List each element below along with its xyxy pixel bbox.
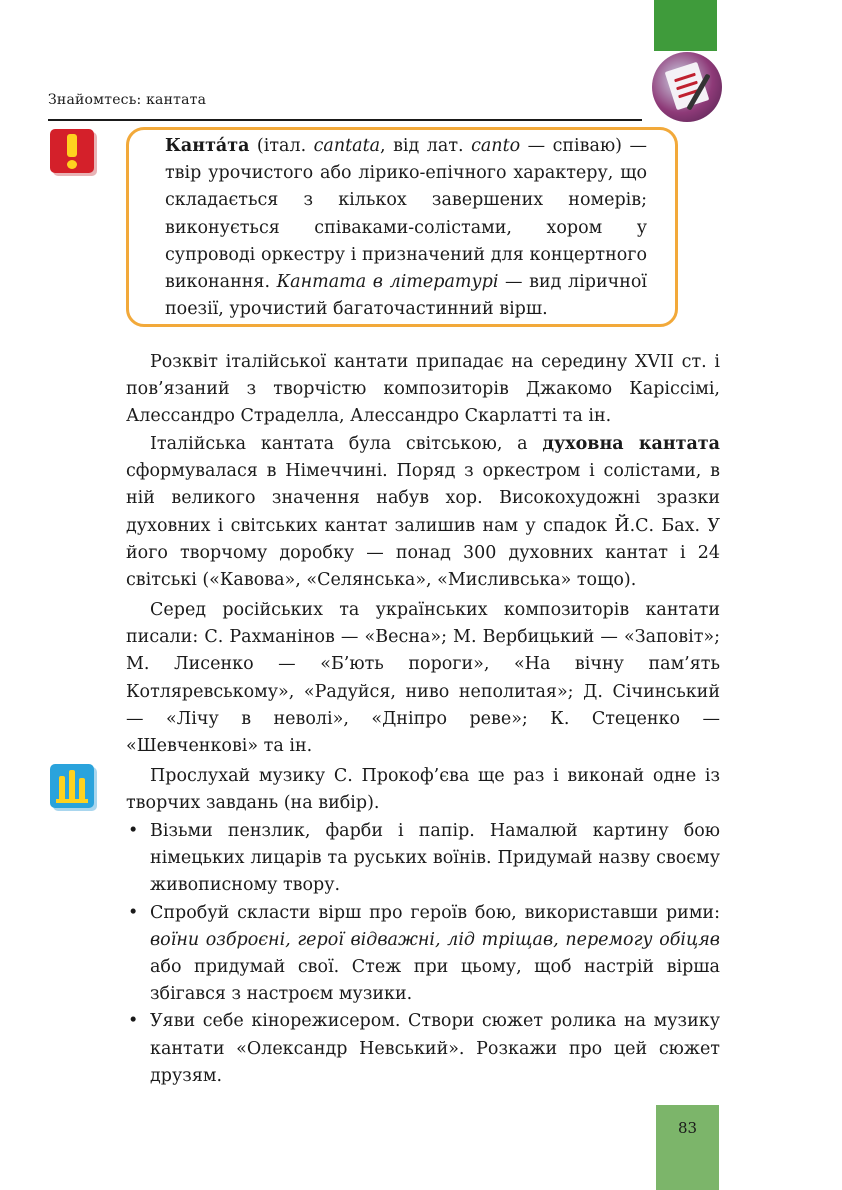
brush-base <box>56 799 88 803</box>
paragraph-italian-cantata: Розквіт італійської кантати припадає на середину XVII ст. і пов’язаний з творчістю композиторів Джакомо Каріссімі, Алессандро Страделла, Алессандро Скарлатті та ін. <box>126 352 720 427</box>
brush-shape <box>69 770 75 802</box>
task-rhymes: воїни озброєні, герої відважні, лід тріщав, перемогу обіцяв <box>150 929 720 950</box>
bullet-marker: • <box>128 821 139 841</box>
header-color-tab <box>654 0 717 51</box>
definition-italic: cantata <box>313 136 381 156</box>
list-item <box>126 818 720 900</box>
bullet-marker: • <box>128 902 139 923</box>
exclamation-icon <box>50 129 94 173</box>
paragraph-bold-term: духовна кантата <box>542 434 720 454</box>
definition-part: (італ. <box>249 136 314 156</box>
exclamation-bar <box>67 134 77 157</box>
task-text: Спробуй скласти вірш про героїв бою, використавши рими: <box>150 902 720 923</box>
definition-italic: canto <box>471 136 521 156</box>
paint-brushes-icon <box>50 764 94 808</box>
definition-italic: Кантата в літературі <box>276 272 499 293</box>
definition-text <box>165 133 647 323</box>
task-text: Уяви себе кінорежисером. Створи сюжет ролика на музику кантати «Олександр Невський». Розкажи про цей сюжет друзям. <box>150 1011 720 1086</box>
definition-part: — вид ліричної поезії, урочистий багаточастинний вірш. <box>165 272 647 320</box>
page-number-tab <box>656 1105 719 1190</box>
task-text: або придумай свої. Стеж при цьому, щоб настрій вірша збігався з настроєм музики. <box>150 957 720 1005</box>
task-list <box>126 818 720 1090</box>
definition-part: , від лат. <box>380 136 472 156</box>
paragraph-spiritual-cantata <box>126 431 720 594</box>
paragraph-part: сформувалася в Німеччині. Поряд з оркестром і солістами, в ній великого значення набув хор. Високохудожні зразки духовних і світських кантат залишив нам у спадок Й.С. Бах. У його творчому доробку — понад 300 духовних кантат і 24 світські («Кавова», «Селянська», «Мисливська» тощо). <box>126 461 720 591</box>
task-text: Візьми пензлик, фарби і папір. Намалюй картину бою німецьких лицарів та руських воїнів. Придумай назву своєму живописному твору. <box>150 821 720 896</box>
header-divider <box>48 119 642 121</box>
definition-term: Канта́та <box>165 136 250 156</box>
paragraph-composers: Серед російських та українських композиторів кантати писали: С. Рахманінов — «Весна»; М. Вербицький — «Заповіт»; М. Лисенко — «Б’ють пороги», «На вічну пам’ять Котляревському», «Радуйся, ниво неполитая»; Д. Січинський — «Лічу в неволі», «Дніпро реве»; К. Стеценко — «Шевченкові» та ін. <box>126 600 720 757</box>
definition-part: — співаю) — твір урочистого або лірико-епічного характеру, що складається з кількох завершених номерів; виконується співаками-солістами, хором у супроводі оркестру і призначений для концертного виконання. <box>165 136 647 293</box>
paragraph-part: Італійська кантата була світською, а <box>150 434 543 454</box>
notebook-pen-logo <box>652 52 722 122</box>
bullet-marker: • <box>128 1011 139 1032</box>
section-title: Знайомтесь: кантата <box>48 92 207 108</box>
page-number: 83 <box>677 1119 698 1137</box>
list-item <box>126 900 720 1009</box>
task-intro: Прослухай музику С. Прокоф’єва ще раз і виконай одне із творчих завдань (на вибір). <box>126 766 720 814</box>
exclamation-dot <box>67 160 77 169</box>
list-item <box>126 1008 720 1090</box>
